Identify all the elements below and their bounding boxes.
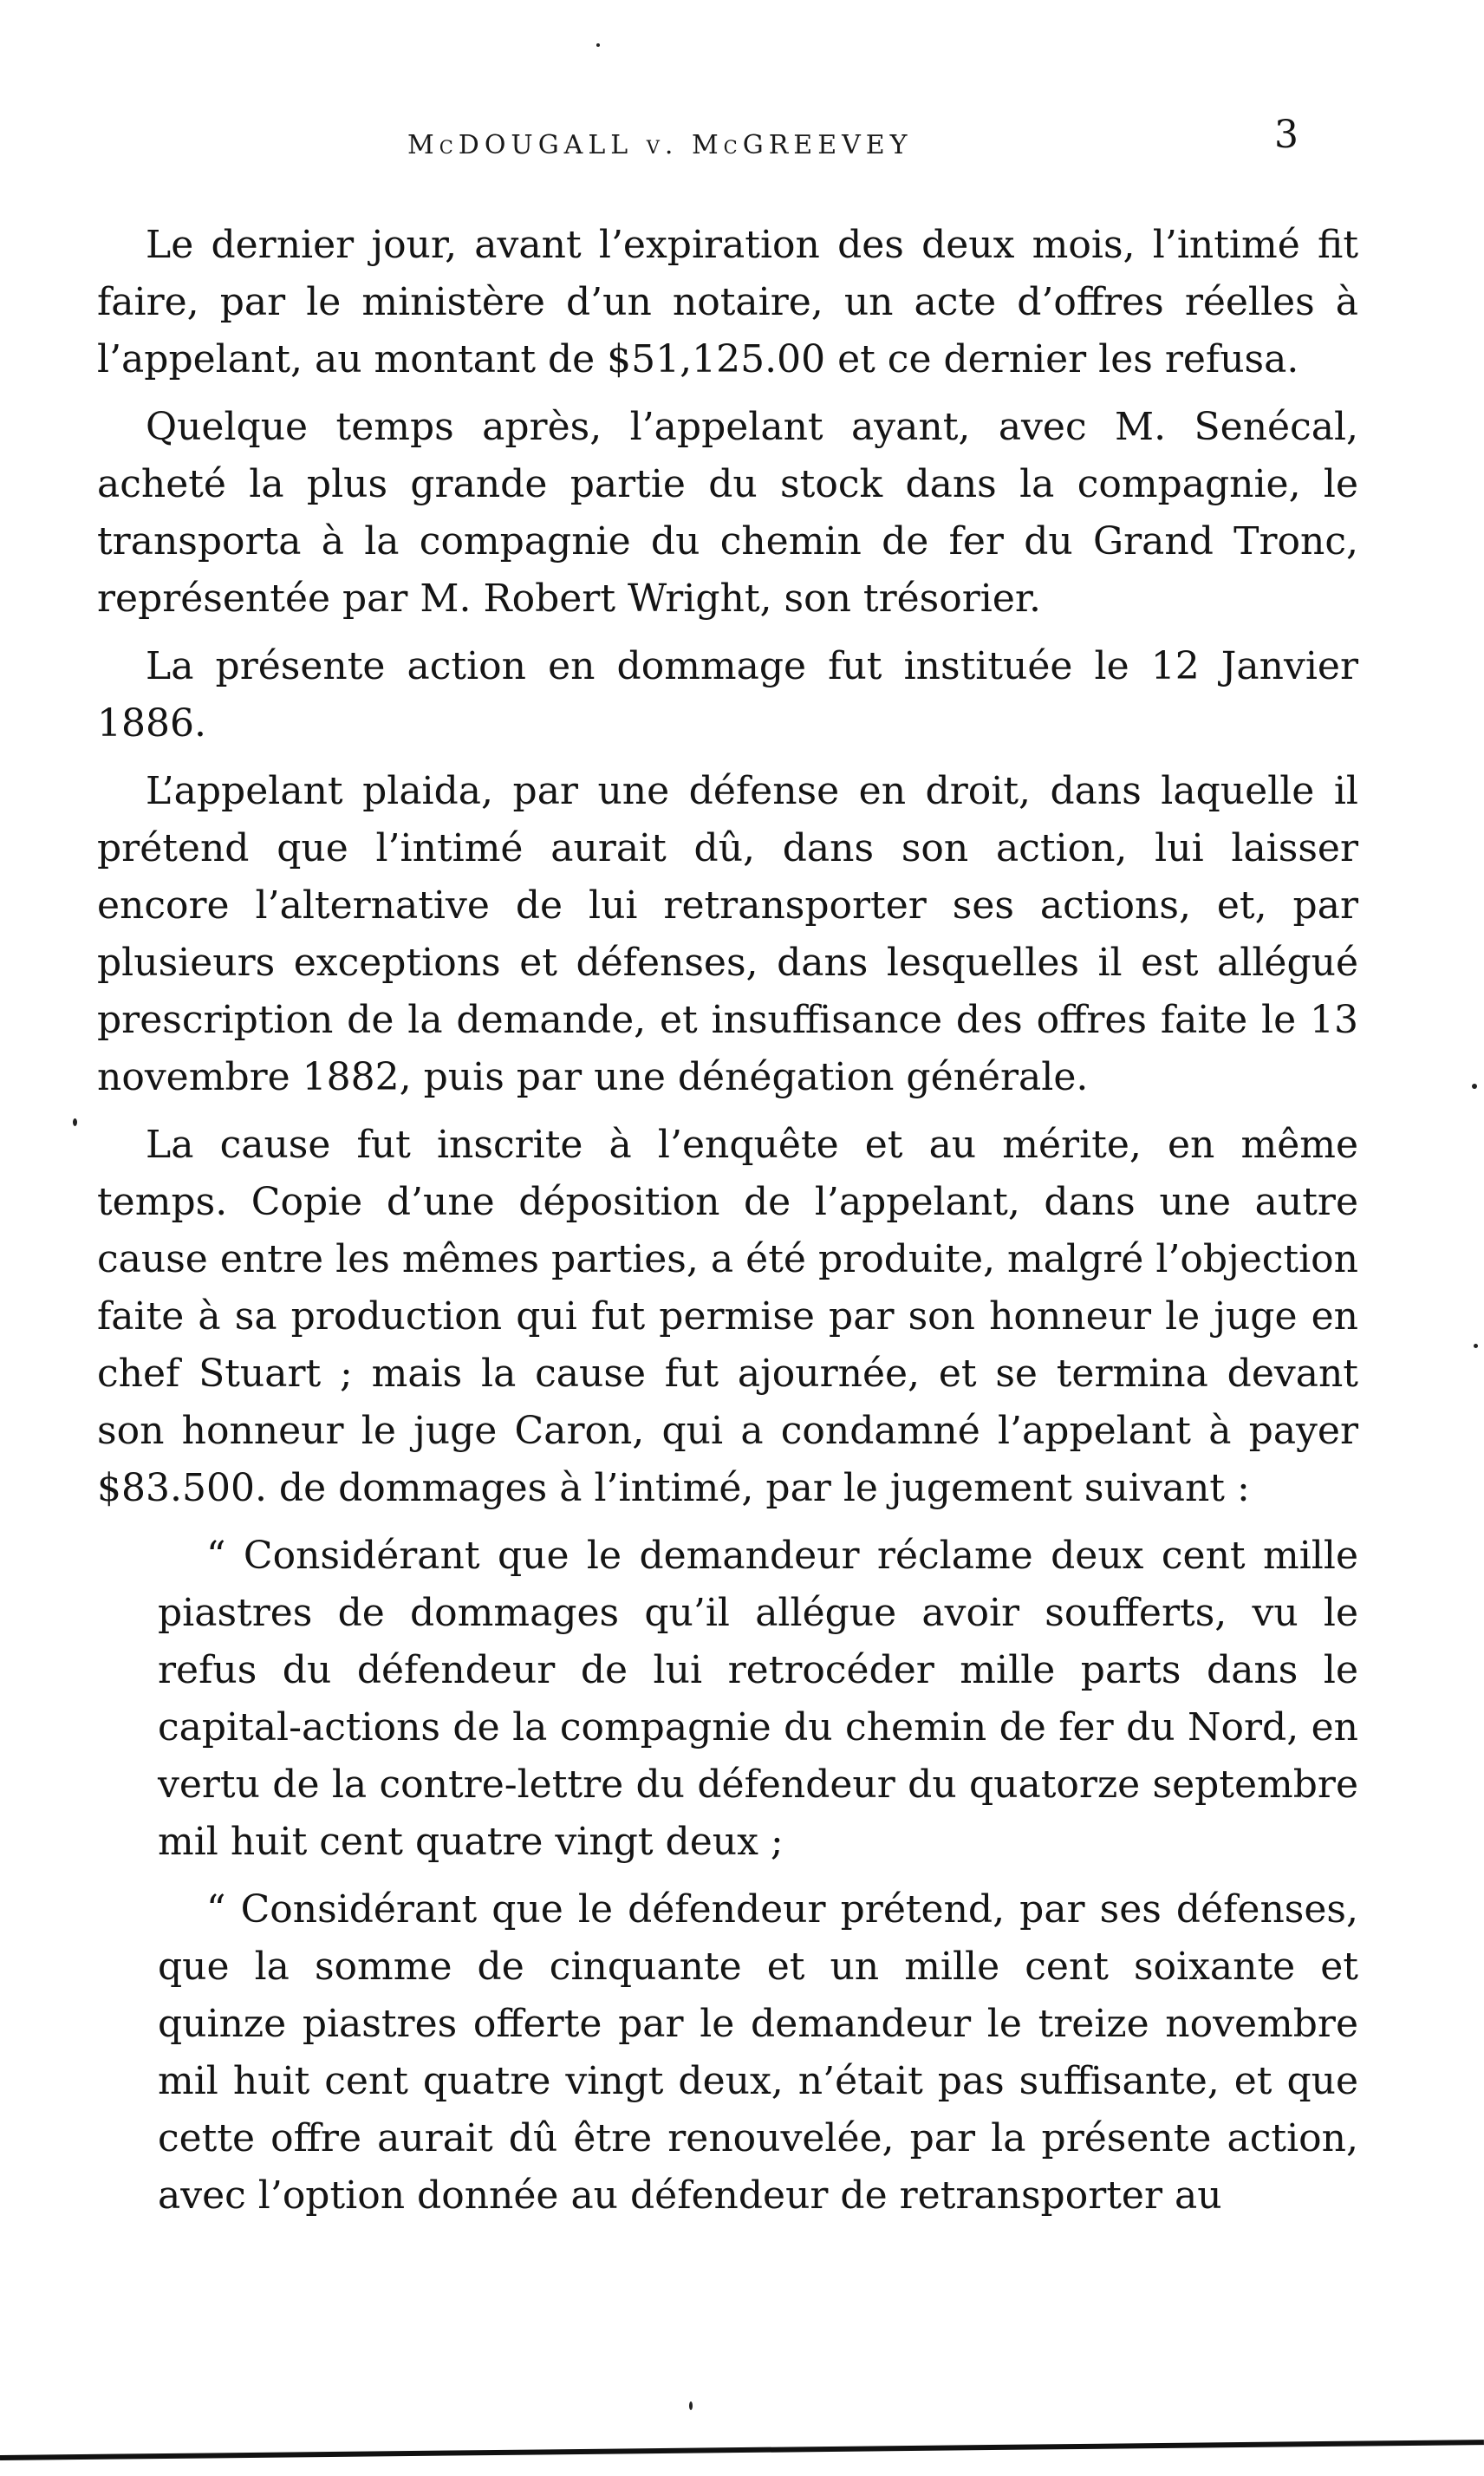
paragraph: La présente action en dommage fut instituée le 12 Janvier 1886. <box>97 644 1358 746</box>
scan-speck <box>73 1118 77 1126</box>
scan-speck <box>1474 1344 1478 1348</box>
page-number: 3 <box>1274 113 1298 157</box>
quoted-paragraph: “ Considérant que le demandeur réclame deux cent mille piastres de dommages qu’il allégue avoir soufferts, vu le refus du défendeur de lui retrocéder mille parts dans le capital-actions de la compagnie du chemin de fer du Nord, en vertu de la contre-lettre du défendeur du quatorze septembre mil huit cent quatre vingt deux ; <box>158 1534 1358 1864</box>
running-title: McDOUGALL v. McGREEVEY <box>407 130 913 160</box>
scan-speck <box>1472 1084 1477 1089</box>
paragraph: Quelque temps après, l’appelant ayant, avec M. Senécal, acheté la plus grande partie du stock dans la compagnie, le transporta à la compagnie du chemin de fer du Grand Tronc, représentée par M. Robert Wright, son trésorier. <box>97 405 1358 621</box>
scan-speck <box>689 2401 693 2410</box>
paragraph: L’appelant plaida, par une défense en droit, dans laquelle il prétend que l’intimé aurait dû, dans son action, lui laisser encore l’alternative de lui retransporter ses actions, et, par plusieurs exceptions et défenses, dans lesquelles il est allégué prescription de la demande, et insuffisance des offres faite le 13 novembre 1882, puis par une dénégation générale. <box>97 769 1358 1099</box>
scan-edge-shadow <box>0 2440 1484 2460</box>
paragraph: Le dernier jour, avant l’expiration des deux mois, l’intimé fit faire, par le ministère d’un notaire, un acte d’offres réelles à l’appelant, au montant de $51,125.00 et ce dernier les refusa. <box>97 223 1358 381</box>
quoted-paragraph: “ Considérant que le défendeur prétend, par ses défenses, que la somme de cinquante et un mille cent soixante et quinze piastres offerte par le demandeur le treize novembre mil huit cent quatre vingt deux, n’était pas suffisante, et que cette offre aurait dû être renouvelée, par la présente action, avec l’option donnée au défendeur de retransporter au <box>158 1887 1358 2218</box>
scan-speck <box>596 43 600 47</box>
paragraph: La cause fut inscrite à l’enquête et au mérite, en même temps. Copie d’une déposition de l’appelant, dans une autre cause entre les mêmes parties, a été produite, malgré l’objection faite à sa production qui fut permise par son honneur le juge en chef Stuart ; mais la cause fut ajournée, et se termina devant son honneur le juge Caron, qui a condamné l’appelant à payer $83.500. de dommages à l’intimé, par le jugement suivant : <box>97 1123 1358 1510</box>
page-body <box>97 217 1358 2235</box>
